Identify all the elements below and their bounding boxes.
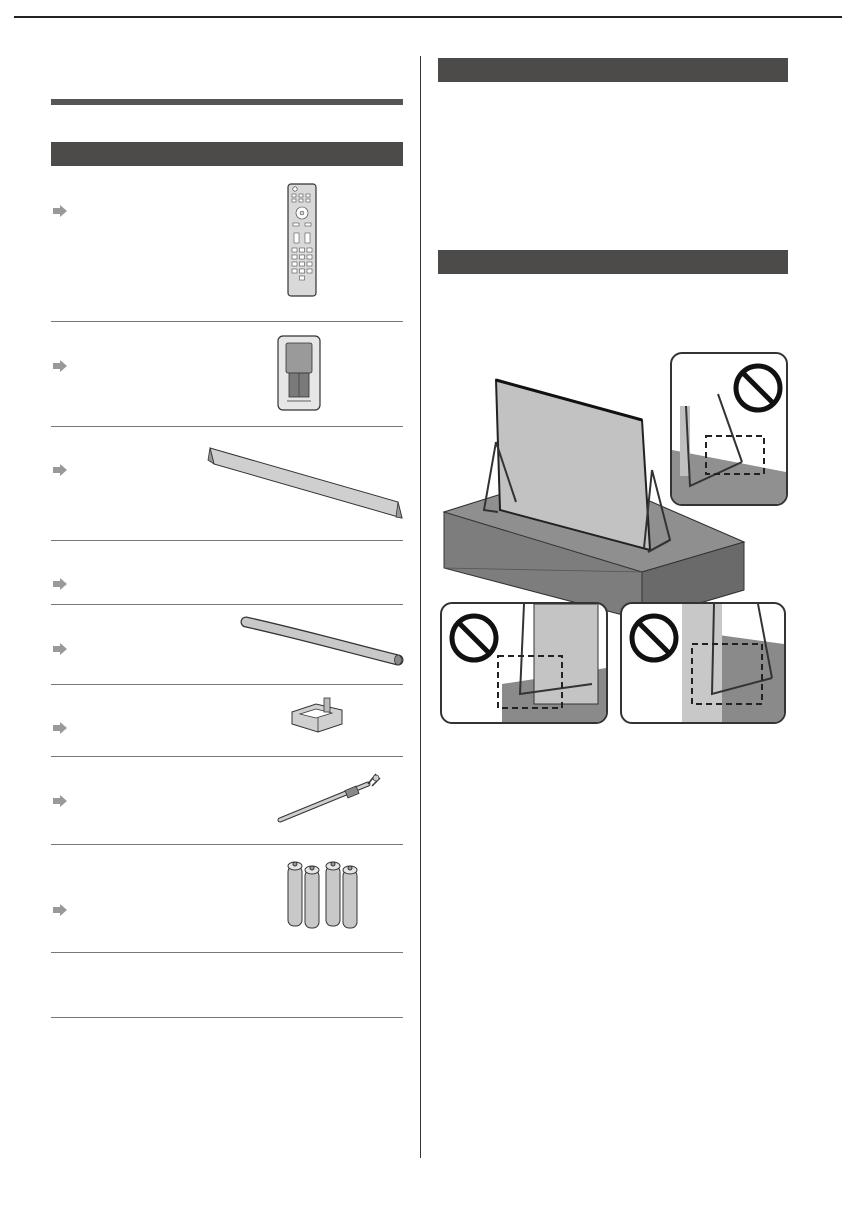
cable-tube-icon bbox=[240, 614, 406, 672]
section-header-title-2 bbox=[438, 254, 446, 270]
section-header-bar-2 bbox=[438, 250, 788, 274]
row-separator bbox=[51, 1017, 403, 1018]
accessories-header-bar bbox=[51, 142, 403, 166]
stand-bar-icon bbox=[206, 444, 406, 522]
row-separator bbox=[51, 604, 403, 605]
reference-arrow-icon bbox=[53, 904, 67, 916]
row-separator bbox=[51, 756, 403, 757]
reference-arrow-icon bbox=[53, 464, 67, 476]
cable-clamp-icon bbox=[286, 694, 350, 738]
row-separator bbox=[51, 684, 403, 685]
row-separator bbox=[51, 540, 403, 541]
page-top-rule bbox=[14, 16, 842, 18]
row-separator bbox=[51, 952, 403, 953]
prohibited-panel-3 bbox=[620, 602, 786, 724]
reference-arrow-icon bbox=[53, 722, 67, 734]
row-separator bbox=[51, 426, 403, 427]
reference-arrow-icon bbox=[53, 578, 67, 590]
reference-arrow-icon bbox=[53, 205, 67, 217]
remote-control-icon bbox=[287, 183, 317, 297]
row-separator bbox=[51, 321, 403, 322]
reference-arrow-icon bbox=[53, 795, 67, 807]
cable-tie-icon bbox=[276, 770, 386, 826]
reference-arrow-icon bbox=[53, 643, 67, 655]
row-separator bbox=[51, 844, 403, 845]
column-divider bbox=[420, 56, 421, 1158]
remote-holder-icon bbox=[277, 335, 321, 411]
prohibited-placement-3-illustration bbox=[622, 604, 784, 722]
section-header-title-1 bbox=[438, 62, 446, 78]
reference-arrow-icon bbox=[53, 360, 67, 372]
prohibited-placement-2-illustration bbox=[442, 604, 606, 722]
accessories-header-title bbox=[51, 146, 59, 162]
chapter-rule bbox=[51, 99, 403, 105]
prohibited-panel-1 bbox=[670, 352, 788, 506]
prohibited-placement-1-illustration bbox=[672, 354, 786, 504]
section-header-bar-1 bbox=[438, 58, 788, 82]
prohibited-panel-2 bbox=[440, 602, 608, 724]
batteries-icon bbox=[284, 858, 362, 930]
